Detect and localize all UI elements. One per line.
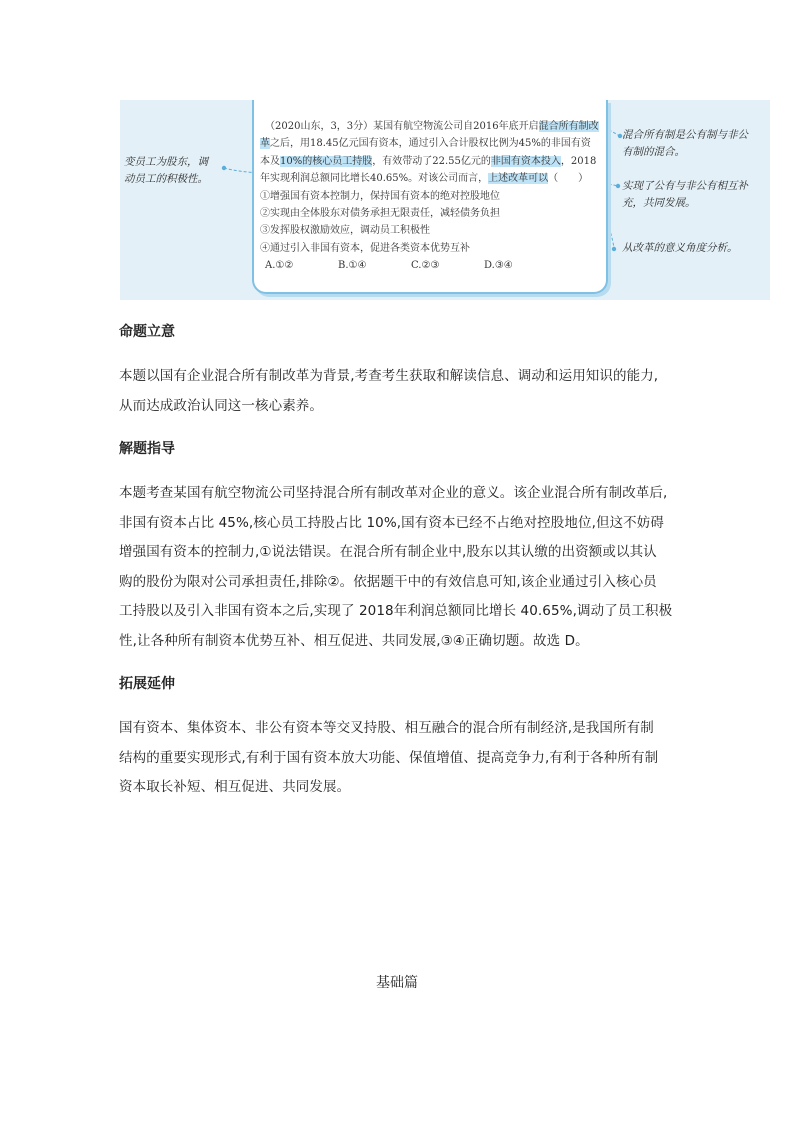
- note-left-line: 动员工的积极性。: [124, 173, 208, 185]
- highlighted-phrase: 革: [260, 138, 270, 150]
- choice-b: B.①④: [338, 260, 367, 272]
- option-2: ②实现由全体股东对债务承担无限责任，减轻债务负担: [260, 208, 500, 220]
- paragraph-line: 性,让各种所有制资本优势互补、相互促进、共同发展,③④正确切题。故选 D。: [119, 632, 589, 649]
- option-1: ①增强国有资本控制力，保持国有资本的绝对控股地位: [260, 190, 500, 202]
- paragraph-line: 增强国有资本的控制力,①说法错误。在混合所有制企业中,股东以其认缴的出资额或以其认: [119, 544, 657, 560]
- annotated-question-figure: [120, 100, 770, 300]
- question-stem-line: [260, 153, 598, 170]
- note-right-2: [622, 178, 748, 212]
- question-card: [252, 100, 608, 294]
- paragraph-line: 从而达成政治认同这一核心素养。: [119, 397, 323, 414]
- note-left-line: 变员工为股东，调: [124, 156, 208, 168]
- section-title-guidance: 解题指导: [119, 441, 175, 457]
- choice-d: D.③④: [484, 260, 513, 272]
- section-title-intent: 命题立意: [119, 324, 175, 340]
- section-title-extension: 拓展延伸: [119, 676, 175, 692]
- question-stem: [260, 118, 598, 188]
- connector-dot-left: [222, 166, 226, 170]
- question-text: [260, 118, 598, 275]
- question-stem-line: [260, 135, 598, 152]
- paragraph-line: 非国有资本占比 45%,核心员工持股占比 10%,国有资本已经不占绝对控股地位,但这不妨碍: [119, 514, 664, 531]
- stem-text: 年实现利润总额同比增长40.65%。对该公司而言，: [260, 173, 489, 185]
- highlighted-phrase: 非国有资本投入: [490, 155, 561, 167]
- paragraph-line: 国有资本、集体资本、非公有资本等交叉持股、相互融合的混合所有制经济,是我国所有制: [119, 720, 654, 736]
- note-right-1-line: 有制的混合。: [622, 146, 685, 158]
- paragraph-line: 资本取长补短、相互促进、共同发展。: [119, 779, 351, 795]
- stem-text: ，有效带动了22.55亿元的: [372, 155, 491, 167]
- connector-dot-right-3: [612, 247, 616, 251]
- note-right-1-line: 混合所有制是公有制与非公: [622, 129, 748, 141]
- answer-choices: [265, 257, 598, 274]
- note-left: [124, 154, 208, 188]
- paragraph-line: 本题考查某国有航空物流公司坚持混合所有制改革对企业的意义。该企业混合所有制改革后,: [119, 485, 668, 501]
- paragraph-line: 结构的重要实现形式,有利于国有资本放大功能、保值增值、提高竞争力,有利于各种所有制: [119, 749, 659, 766]
- paragraph-line: 工持股以及引入非国有资本之后,实现了 2018年利润总额同比增长 40.65%,调动了员工积极: [119, 603, 673, 619]
- stem-text: 本及: [260, 155, 280, 167]
- stem-text: （ ）: [548, 173, 589, 185]
- choice-a: A.①②: [265, 260, 294, 272]
- paragraph-line: 本题以国有企业混合所有制改革为背景,考查考生获取和解读信息、调动和运用知识的能力,: [119, 368, 659, 384]
- paragraph-line: 购的股份为限对公司承担责任,排除②。依据题干中的有效信息可知,该企业通过引入核心员: [119, 573, 657, 590]
- highlighted-phrase: 10%的核心员工持股: [280, 155, 373, 167]
- choice-c: C.②③: [411, 260, 440, 272]
- note-right-3-line: 从改革的意义角度分析。: [622, 242, 738, 254]
- option-3: ③发挥股权激励效应，调动员工积极性: [260, 225, 430, 237]
- note-right-2-line: 充，共同发展。: [622, 197, 696, 209]
- highlighted-phrase: 上述改革可以: [488, 173, 549, 185]
- note-right-3: [622, 240, 738, 257]
- explanation-body: [119, 318, 699, 803]
- stem-text: 之后，用18.45亿元国有资本，通过引入合计股权比例为45%的非国有资: [270, 138, 591, 150]
- note-right-2-line: 实现了公有与非公有相互补: [622, 180, 748, 192]
- highlighted-phrase: 混合所有制改: [538, 121, 599, 132]
- note-right-1: [622, 127, 748, 161]
- question-stem-line: [260, 170, 598, 187]
- connector-dot-right-2: [616, 184, 620, 188]
- stem-text: ，2018: [560, 155, 597, 167]
- footer-section-label: 基础篇: [376, 975, 418, 991]
- option-4: ④通过引入非国有资本，促进各类资本优势互补: [260, 242, 470, 254]
- stem-text: （2020山东，3，3分）某国有航空物流公司自2016年底开启: [265, 121, 539, 132]
- question-stem-line: [265, 118, 598, 135]
